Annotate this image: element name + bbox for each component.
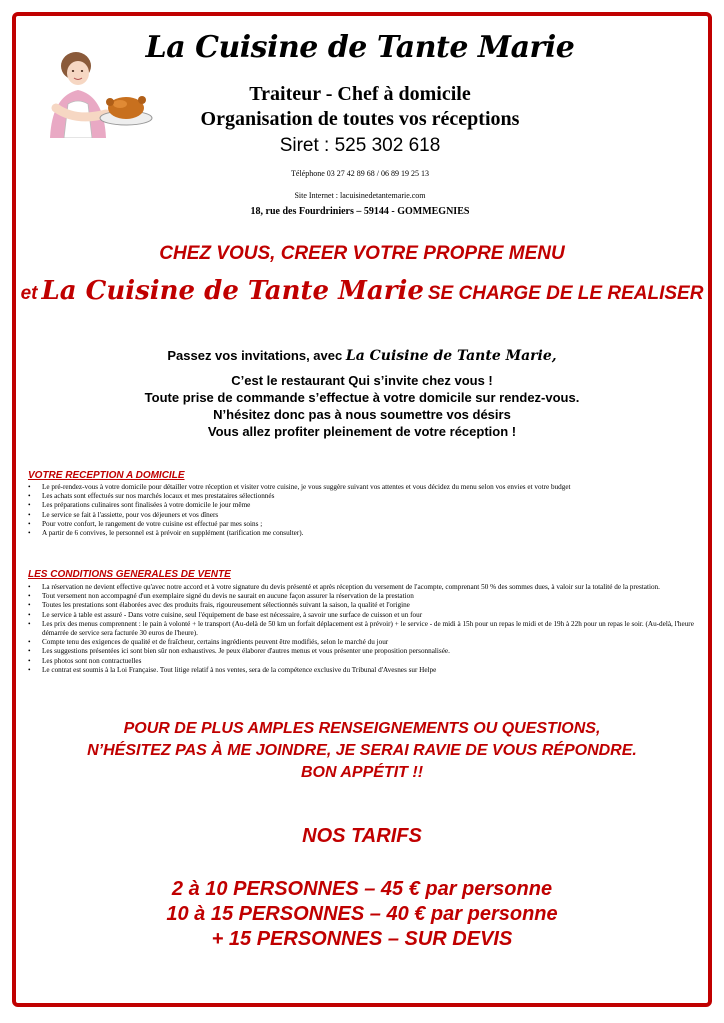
contact-line2: N’HÉSITEZ PAS À ME JOINDRE, JE SERAI RAVIE DE VOUS RÉPONDRE.: [87, 742, 637, 759]
pricing-title: NOS TARIFS: [302, 825, 422, 847]
list-item: • Le service à table est assuré - Dans votre cuisine, seul l'équipement de base est nécessaire, à savoir une surface de cuisson et un four: [28, 611, 698, 620]
list-item: • Le service se fait à l'assiette, pour vos déjeuners et vos dîners: [28, 511, 698, 520]
contact-line1: POUR DE PLUS AMPLES RENSEIGNEMENTS OU QUESTIONS,: [123, 720, 601, 737]
invitation-brand: La Cuisine de Tante Marie,: [345, 348, 557, 364]
phone-numbers: Téléphone 03 27 42 89 68 / 06 89 19 25 13: [291, 169, 429, 178]
headline-suffix: SE CHARGE DE LE REALISER: [427, 283, 704, 304]
reception-section-title: VOTRE RECEPTION A DOMICILE: [28, 470, 185, 481]
list-item: • Le pré-rendez-vous à votre domicile pour détailler votre réception et visiter votre cuisine, je vous suggère suivant vos attentes et vous décidez du menu selon vos envies et votre budget: [28, 483, 698, 492]
invitation-line1: [40, 348, 684, 364]
list-item: • Le contrat est soumis à la Loi Française. Tout litige relatif à nos ventes, sera de la compétence exclusive du Tribunal d'Avesnes sur Helpe: [28, 666, 698, 675]
siret-number: Siret : 525 302 618: [279, 135, 441, 156]
list-item: • Les suggestions présentées ici sont bien sûr non exhaustives. Je peux élaborer d'autres menus et vous présenter une proposition personnalisée.: [28, 647, 698, 656]
headline-prefix: et: [20, 283, 38, 304]
pricing-row: 2 à 10 PERSONNES – 45 € par personne: [171, 878, 553, 900]
invitation-line5: Vous allez profiter pleinement de votre réception !: [207, 424, 517, 439]
conditions-list: [28, 583, 698, 675]
pricing-row: 10 à 15 PERSONNES – 40 € par personne: [166, 903, 558, 925]
list-item: • Tout versement non accompagné d'un exemplaire signé du devis ne saurait en aucune façon assurer la réservation de la prestation: [28, 592, 698, 601]
conditions-section-title: LES CONDITIONS GENERALES DE VENTE: [28, 569, 231, 580]
invitation-line4: N’hésitez donc pas à nous soumettre vos désirs: [213, 407, 511, 422]
list-item: • Pour votre confort, le rangement de votre cuisine est effectué par mes soins ;: [28, 520, 698, 529]
list-item: • A partir de 6 convives, le personnel est à prévoir en supplément (tarification me consulter).: [28, 529, 698, 538]
list-item: • Les prix des menus comprennent : le pain à volonté + le transport (Au-delà de 50 km un forfait déplacement est à prévoir) + le service - de midi à 15h pour un repas le midi et de 19h à 22h pour un repas le soir. (Au-delà, l'heure démarrée de service sera facturée 30 euros de l'heure).: [28, 620, 698, 638]
contact-line3: BON APPÉTIT !!: [300, 764, 424, 781]
list-item: • La réservation ne devient effective qu'avec notre accord et à votre signature du devis présenté et après réception du versement de l'acompte, comprenant 50 % des sommes dues, à valoir sur la totalité de la prestation.: [28, 583, 698, 592]
invitation-line2: C’est le restaurant Qui s’invite chez vous !: [231, 373, 493, 388]
headline-brand: La Cuisine de Tante Marie: [41, 276, 424, 306]
list-item: • Les photos sont non contractuelles: [28, 657, 698, 666]
brand-title: La Cuisine de Tante Marie: [145, 30, 575, 65]
address: 18, rue des Fourdriniers – 59144 - GOMMEGNIES: [250, 206, 470, 217]
headline-line2: [20, 276, 704, 306]
list-item: • Les préparations culinaires sont finalisées à votre domicile le jour même: [28, 501, 698, 510]
subtitle-traiteur: Traiteur - Chef à domicile: [249, 83, 471, 105]
headline-line1: CHEZ VOUS, CREER VOTRE PROPRE MENU: [159, 243, 565, 264]
subtitle-receptions: Organisation de toutes vos réceptions: [200, 108, 520, 130]
pricing-row: + 15 PERSONNES – SUR DEVIS: [211, 928, 513, 950]
website: Site Internet : lacuisinedetantemarie.com: [294, 191, 426, 200]
list-item: • Compte tenu des exigences de qualité et de fraîcheur, certains ingrédients peuvent être modifiés, selon le marché du jour: [28, 638, 698, 647]
list-item: • Toutes les prestations sont élaborées avec des produits frais, rigoureusement sélectionnés suivant la saison, la qualité et l'origine: [28, 601, 698, 610]
list-item: • Les achats sont effectués sur nos marchés locaux et mes prestataires sélectionnés: [28, 492, 698, 501]
invitation-prefix: Passez vos invitations, avec: [167, 348, 343, 363]
invitation-line3: Toute prise de commande s’effectue à votre domicile sur rendez-vous.: [144, 390, 580, 405]
reception-list: [28, 483, 698, 538]
